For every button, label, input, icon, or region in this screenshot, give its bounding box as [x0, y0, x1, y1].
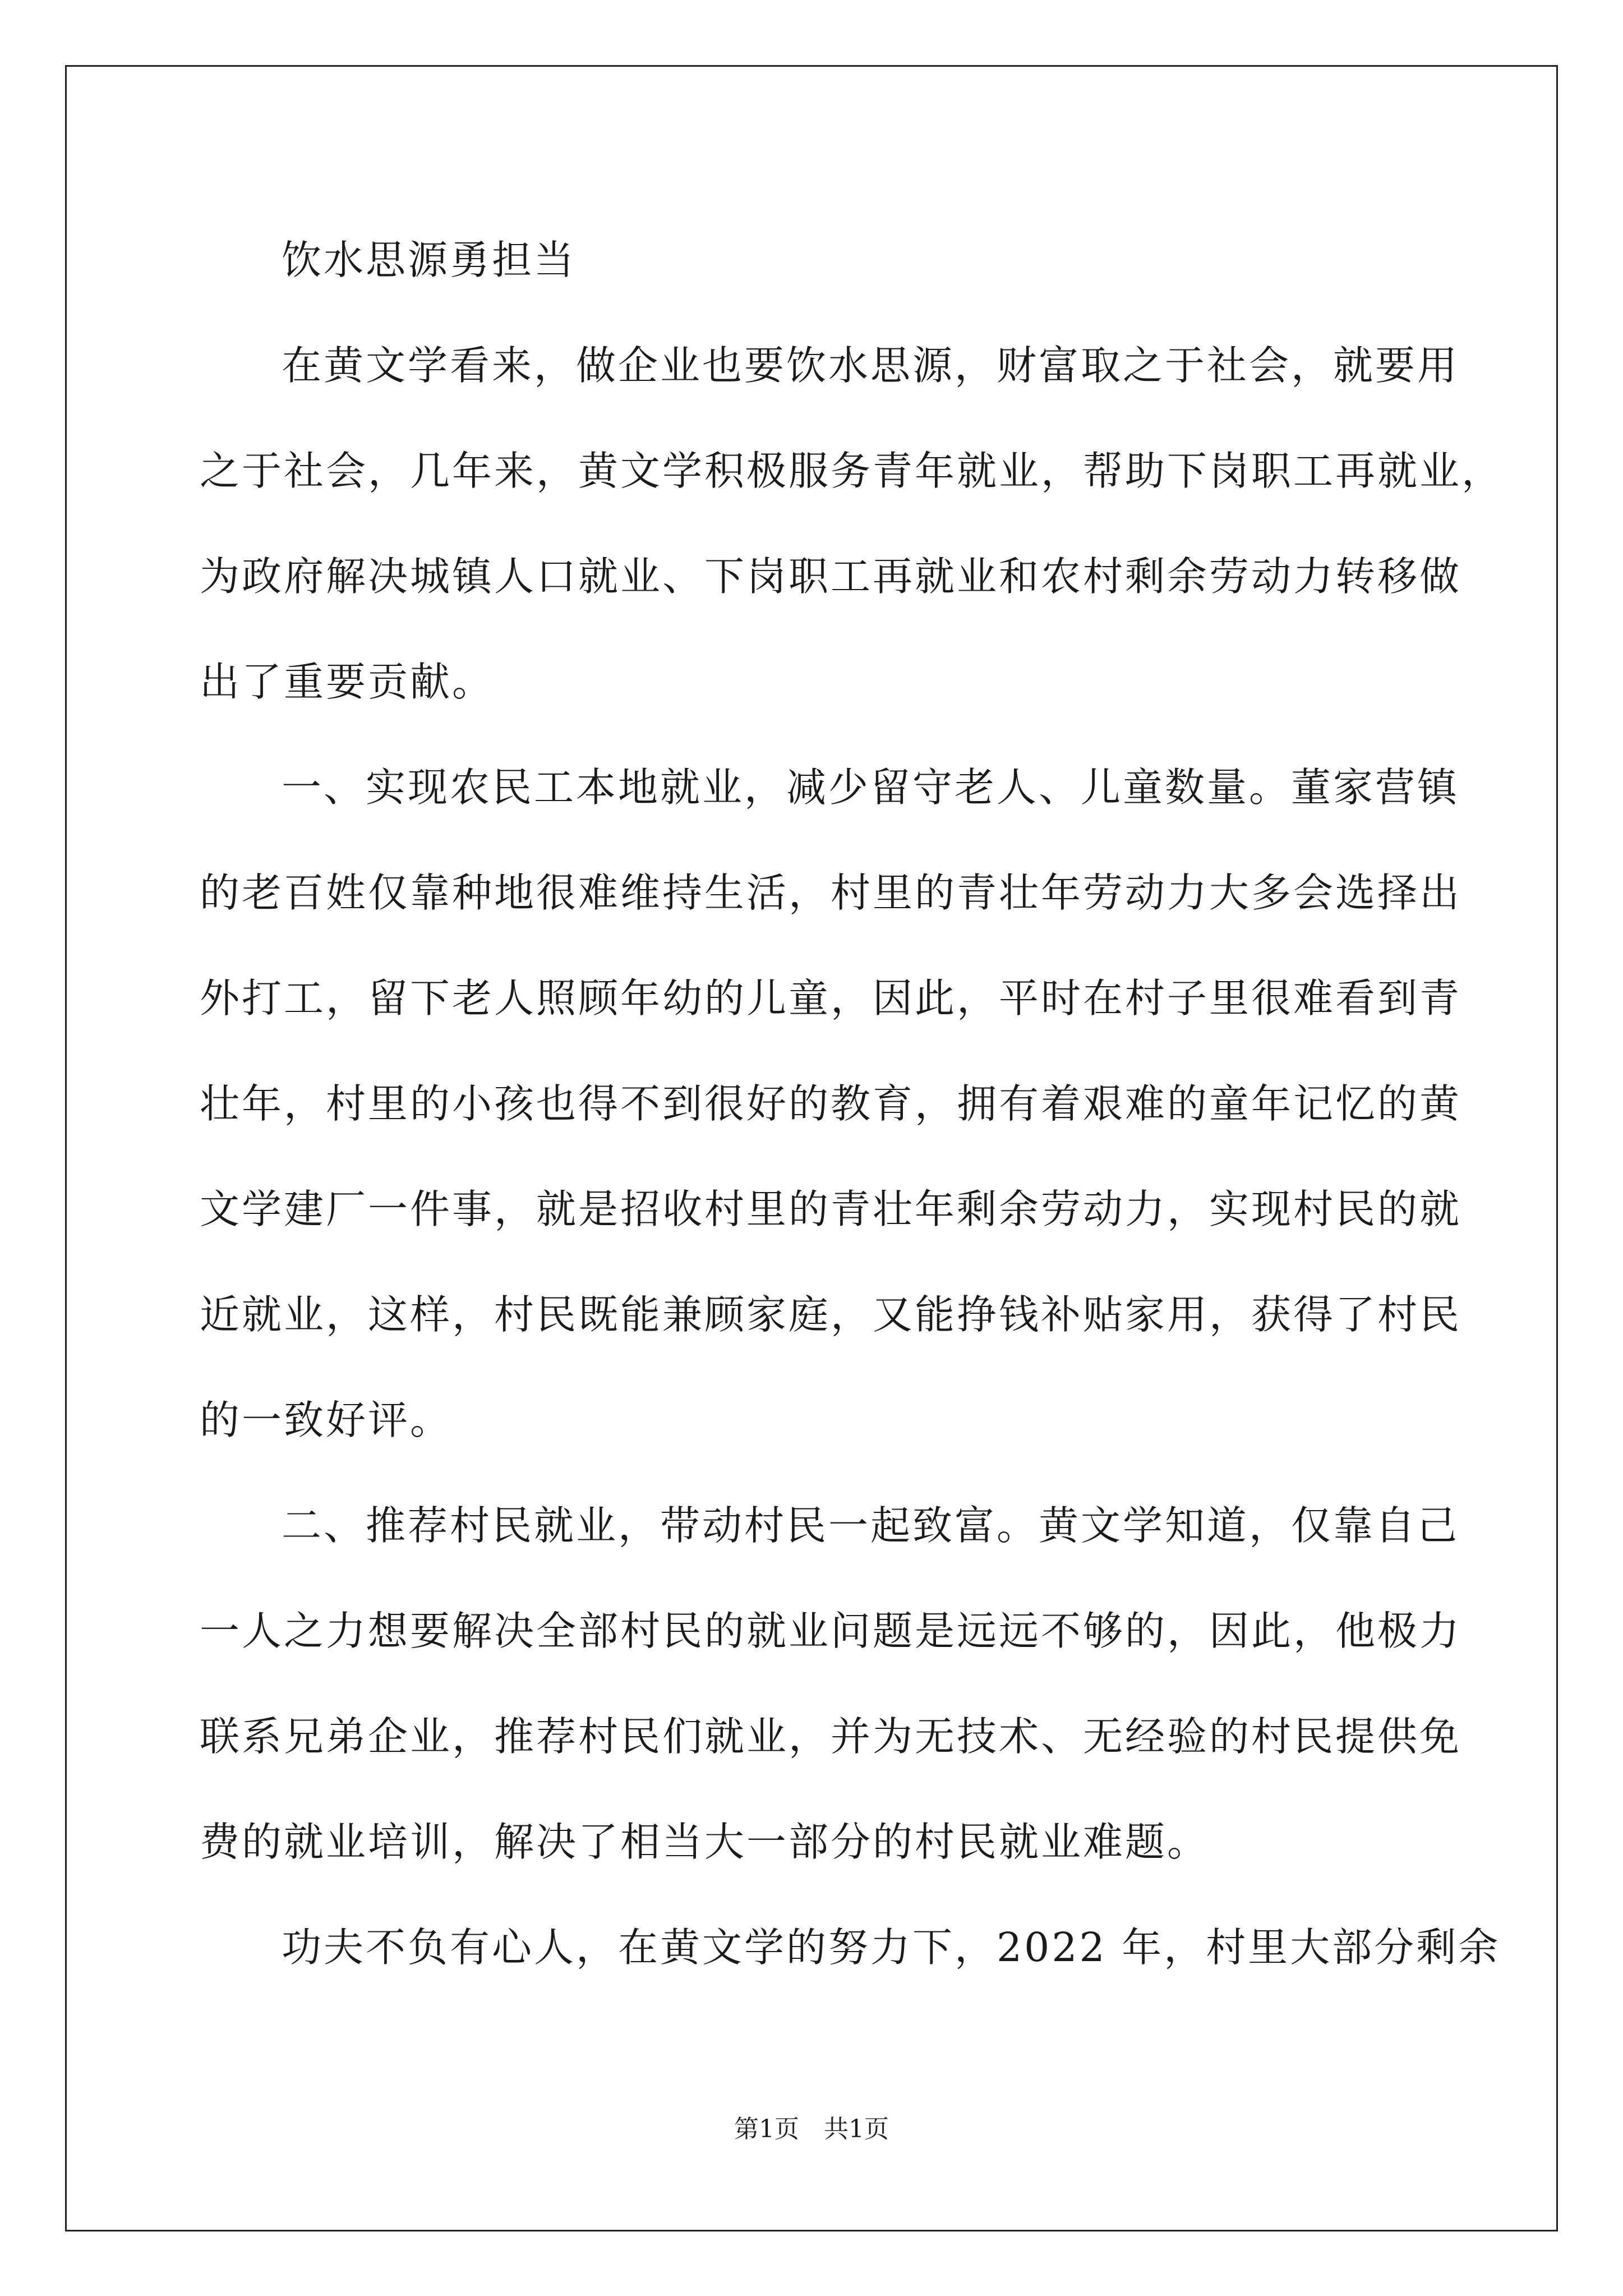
paragraph-line: 壮年，村里的小孩也得不到很好的教育，拥有着艰难的童年记忆的黄: [200, 1080, 1462, 1127]
paragraph-1: [200, 313, 1504, 735]
paragraph-line: 近就业，这样，村民既能兼顾家庭，又能挣钱补贴家用，获得了村民: [200, 1291, 1462, 1338]
paragraph-line: 之于社会，几年来，黄文学积极服务青年就业，帮助下岗职工再就业，: [200, 448, 1504, 494]
paragraph-2: [200, 735, 1462, 1473]
paragraph-line: 在黄文学看来，做企业也要饮水思源，财富取之于社会，就要用: [282, 342, 1460, 389]
page-number-footer: 第1页 共1页: [734, 2115, 889, 2143]
document-body: [200, 208, 1504, 2000]
paragraph-line: 为政府解决城镇人口就业、下岗职工再就业和农村剩余劳动力转移做: [200, 553, 1462, 600]
paragraph-3: [200, 1473, 1462, 1895]
paragraph-line: 一、实现农民工本地就业，减少留守老人、儿童数量。董家营镇: [282, 764, 1460, 811]
paragraph-line: 文学建厂一件事，就是招收村里的青壮年剩余劳动力，实现村民的就: [200, 1186, 1462, 1232]
paragraph-line: 一人之力想要解决全部村民的就业问题是远远不够的，因此，他极力: [200, 1608, 1462, 1654]
paragraph-4: [200, 1895, 1501, 2000]
paragraph-line: 联系兄弟企业，推荐村民们就业，并为无技术、无经验的村民提供免: [200, 1713, 1462, 1760]
document-title: 饮水思源勇担当: [282, 237, 577, 283]
paragraph-line: 二、推荐村民就业，带动村民一起致富。黄文学知道，仅靠自己: [282, 1502, 1460, 1549]
paragraph-line: 外打工，留下老人照顾年幼的儿童，因此，平时在村子里很难看到青: [200, 975, 1462, 1022]
paragraph-line: 费的就业培训，解决了相当大一部分的村民就业难题。: [200, 1819, 1210, 1865]
paragraph-line: 的一致好评。: [200, 1397, 453, 1443]
paragraph-line: 出了重要贡献。: [200, 659, 495, 705]
paragraph-line: 功夫不负有心人，在黄文学的努力下，2022 年，村里大部分剩余: [282, 1924, 1501, 1971]
paragraph-line: 的老百姓仅靠种地很难维持生活，村里的青壮年劳动力大多会选择出: [200, 869, 1462, 916]
